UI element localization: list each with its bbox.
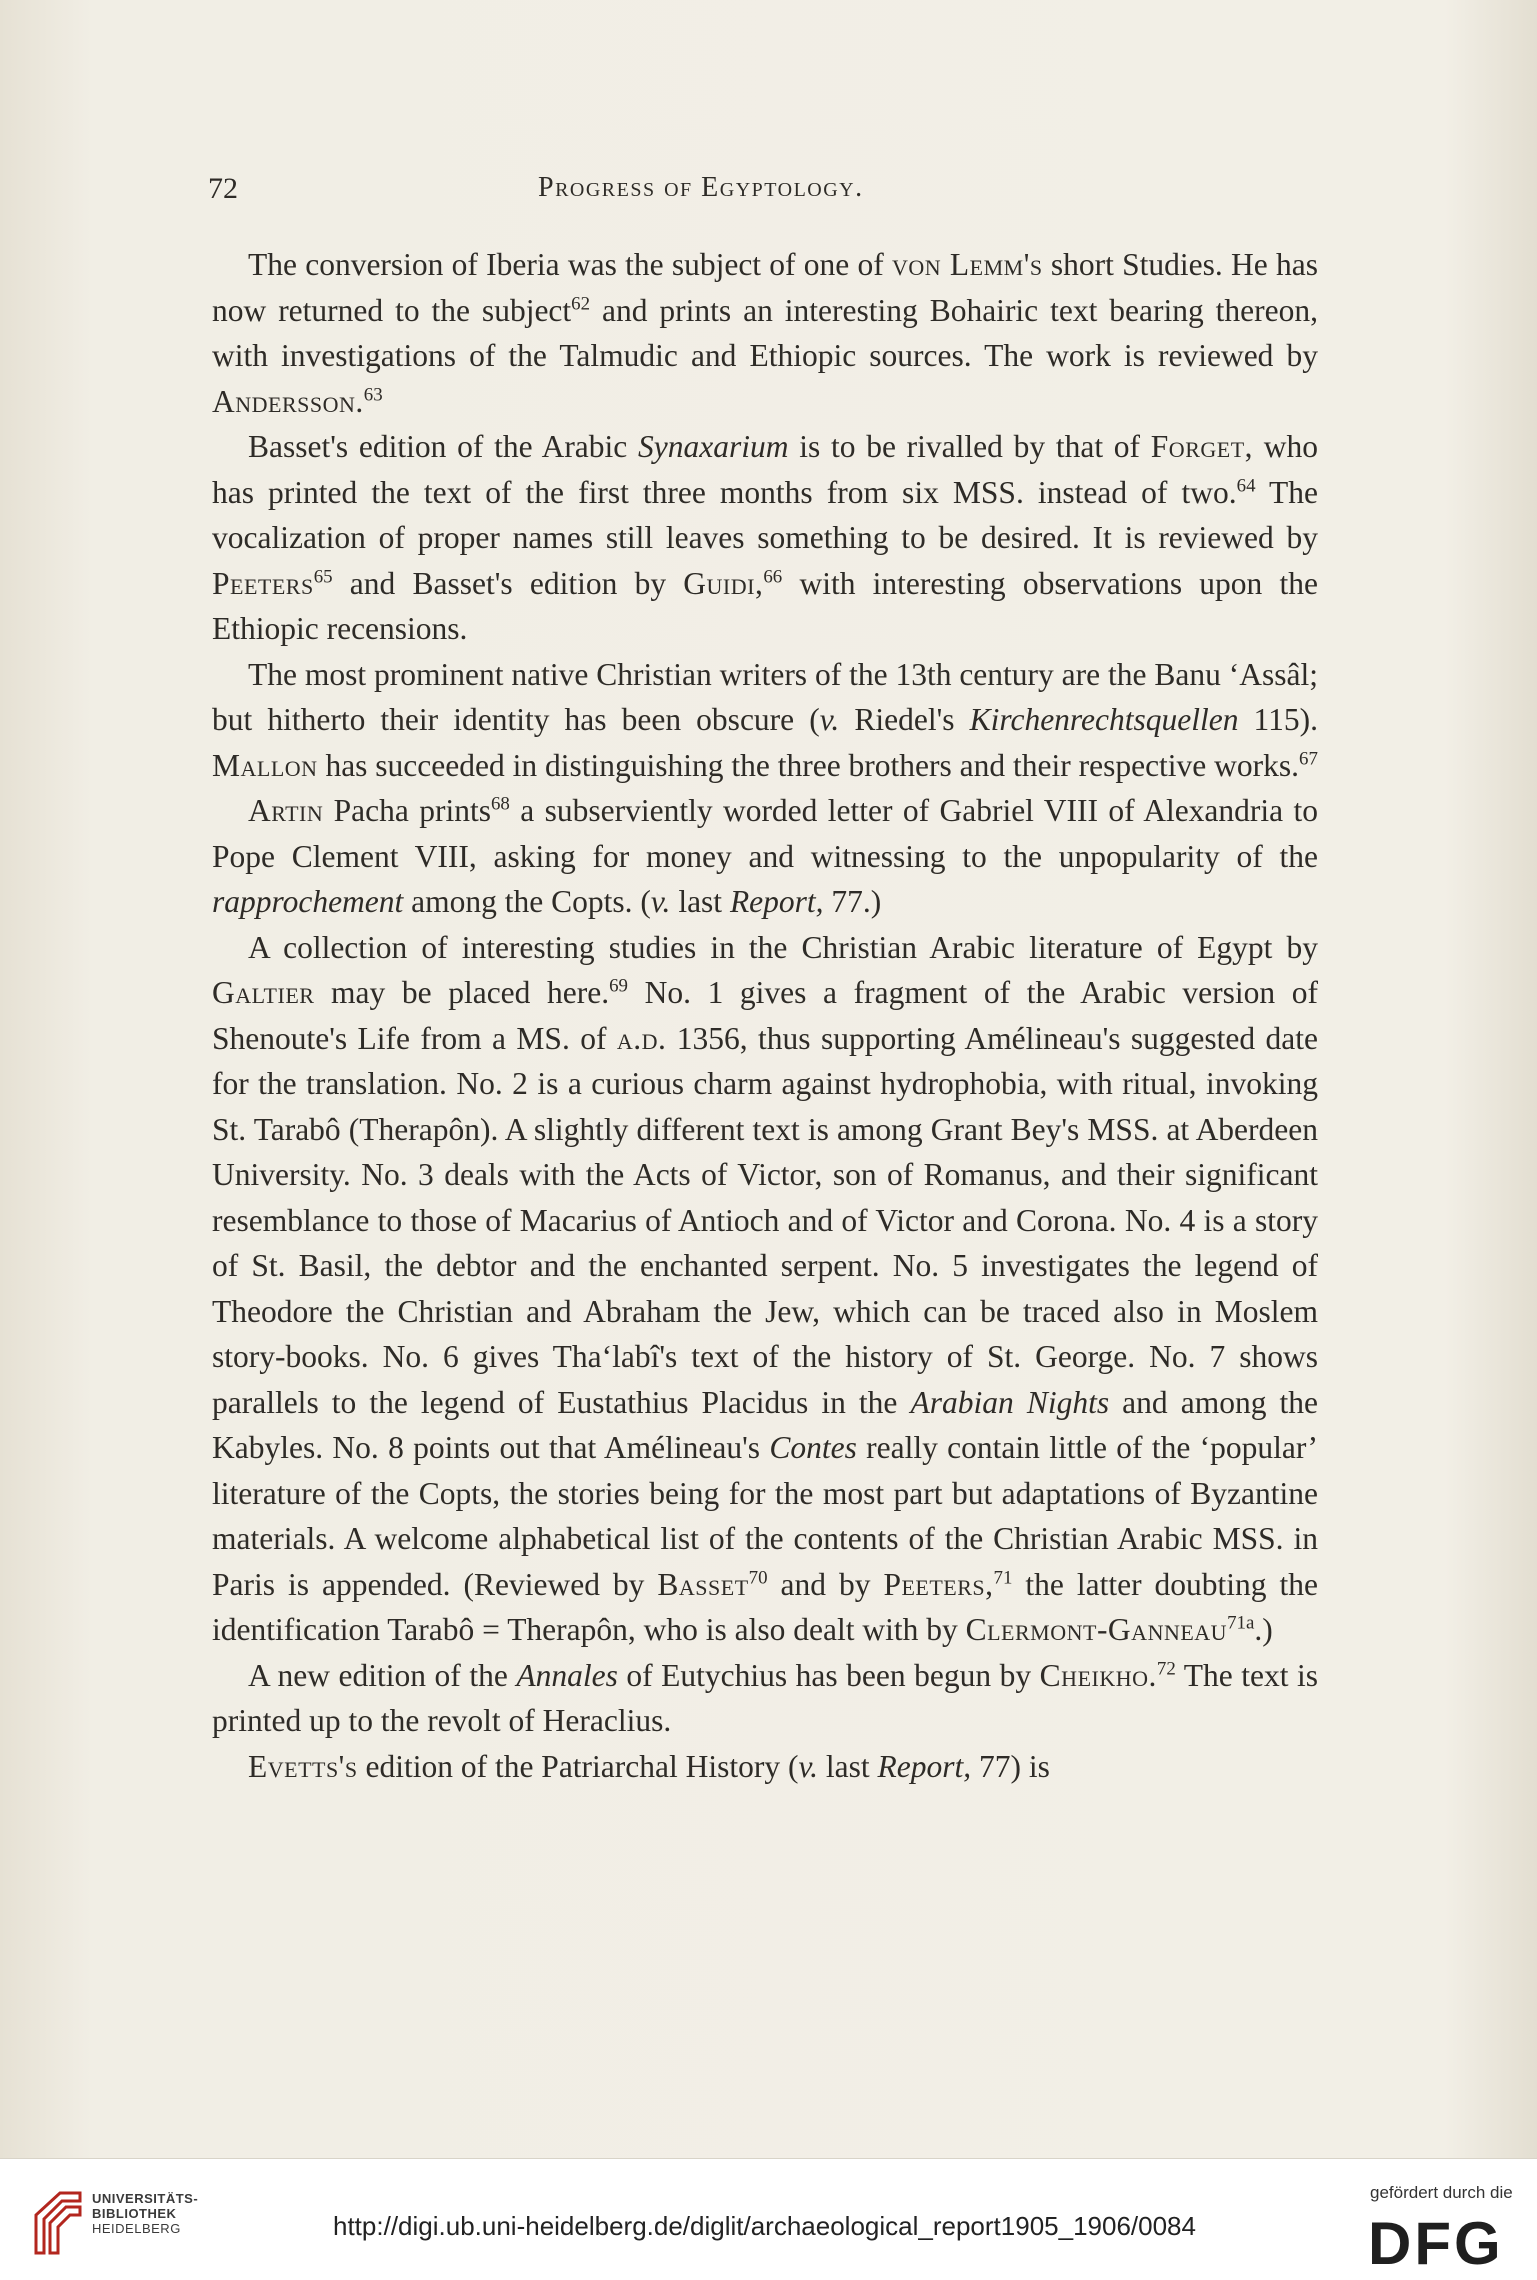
small-caps-name: Peeters bbox=[212, 565, 314, 601]
text-run: really contain little of the ‘popular’ literature of the Copts, the stories being for the most part but adaptations of Byzantine materials. A welcome alphabetical list of the contents of the Christian Arabic MSS. in Paris is appended. (Reviewed by bbox=[212, 1430, 1318, 1602]
text-run: The most prominent native Christian writers of the 13th century are the Banu ‘Assâl; but hitherto their identity has been obscure ( bbox=[212, 656, 1318, 737]
small-caps-name: Mallon bbox=[212, 747, 318, 783]
footnote-reference: 69 bbox=[609, 975, 628, 997]
italic-text: v. bbox=[819, 702, 840, 737]
running-title: Progress of Egyptology. bbox=[538, 172, 864, 203]
italic-text: v. bbox=[798, 1748, 819, 1784]
italic-text: Contes bbox=[769, 1430, 857, 1465]
text-run: edition of the Patriarchal History ( bbox=[357, 1748, 799, 1784]
small-caps-name: Basset bbox=[657, 1566, 749, 1602]
text-run: is to be rivalled by that of bbox=[788, 429, 1151, 464]
text-run: last bbox=[818, 1748, 878, 1784]
footnote-reference: 71 bbox=[993, 1567, 1013, 1588]
footer-bar bbox=[0, 2158, 1537, 2280]
small-caps-name: Guidi, bbox=[683, 565, 764, 601]
small-caps-name: Cheikho. bbox=[1039, 1657, 1157, 1693]
italic-text: rapprochement bbox=[212, 884, 404, 919]
paragraph bbox=[212, 1744, 1318, 1790]
text-run: of Eutychius has been begun by bbox=[617, 1657, 1040, 1693]
paragraph bbox=[212, 652, 1318, 789]
small-caps-name: Evetts's bbox=[248, 1748, 358, 1784]
footnote-reference: 68 bbox=[490, 793, 510, 815]
small-caps-name: a.d. bbox=[616, 1020, 667, 1056]
italic-text: Arabian Nights bbox=[910, 1384, 1110, 1420]
text-run: may be placed here. bbox=[314, 975, 610, 1010]
italic-text: Kirchenrechtsquellen bbox=[969, 702, 1239, 737]
text-run: has succeeded in distinguishing the three brothers and their respective works. bbox=[317, 747, 1300, 783]
paragraph bbox=[212, 925, 1318, 1653]
paragraph bbox=[212, 424, 1318, 652]
text-run: short Studies. He has now returned to the subject bbox=[212, 247, 1318, 328]
italic-text: Report, bbox=[729, 884, 824, 919]
footnote-reference: 70 bbox=[748, 1567, 768, 1588]
text-run: 77) is bbox=[971, 1748, 1050, 1784]
text-run: 77.) bbox=[823, 884, 882, 919]
footnote-reference: 72 bbox=[1156, 1658, 1176, 1679]
footnote-reference: 67 bbox=[1299, 748, 1318, 769]
text-run: 115). bbox=[1238, 702, 1318, 737]
small-caps-name: Andersson. bbox=[212, 383, 364, 419]
text-run: No. 1 gives a fragment of the Arabic version of Shenoute's Life from a MS. of bbox=[212, 975, 1318, 1056]
text-run: Pacha prints bbox=[323, 793, 491, 828]
text-run: and among the Kabyles. No. 8 points out that Amélineau's bbox=[212, 1384, 1318, 1465]
funding-note: gefördert durch die bbox=[1370, 2183, 1513, 2202]
text-run: Riedel's bbox=[839, 702, 970, 737]
text-run: The conversion of Iberia was the subject of one of bbox=[248, 247, 893, 282]
footnote-reference: 64 bbox=[1236, 475, 1256, 496]
source-url-link[interactable]: http://digi.ub.uni-heidelberg.de/diglit/archaeological_report1905_1906/0084 bbox=[333, 2211, 1196, 2241]
text-run: the latter doubting the identification Tarabô = Therapôn, who is also dealt with by bbox=[212, 1566, 1318, 1647]
paragraph bbox=[212, 788, 1318, 925]
paragraph bbox=[212, 1653, 1318, 1744]
text-run: who has printed the text of the first three months from six MSS. instead of two. bbox=[212, 429, 1318, 510]
text-run: among the Copts. ( bbox=[403, 884, 651, 919]
text-run: and Basset's edition by bbox=[332, 565, 684, 601]
text-run: and by bbox=[767, 1566, 884, 1602]
body-text bbox=[212, 242, 1318, 1789]
library-logo-icon bbox=[30, 2187, 86, 2259]
text-run: The text is printed up to the revolt of Heraclius. bbox=[212, 1657, 1318, 1738]
small-caps-name: Galtier bbox=[212, 975, 315, 1010]
text-run: A collection of interesting studies in the Christian Arabic literature of Egypt by bbox=[248, 929, 1318, 965]
dfg-logo: DFG bbox=[1368, 2210, 1504, 2277]
text-run: .) bbox=[1254, 1612, 1273, 1647]
text-run: with interesting observations upon the Ethiopic recensions. bbox=[212, 565, 1318, 646]
italic-text: v. bbox=[650, 884, 671, 919]
small-caps-name: Forget, bbox=[1150, 429, 1254, 464]
page-number: 72 bbox=[208, 172, 238, 205]
small-caps-name: Peeters, bbox=[883, 1566, 994, 1602]
library-name: UNIVERSITÄTS- BIBLIOTHEK HEIDELBERG bbox=[92, 2191, 199, 2236]
small-caps-name: Artin bbox=[248, 793, 324, 828]
paragraph bbox=[212, 242, 1318, 424]
text-run: 1356, thus supporting Amélineau's suggested date for the translation. No. 2 is a curious charm against hydrophobia, with ritual, invoking St. Tarabô (Therapôn). A slightly different text is among Grant Bey's MSS. at Aberdeen University. No. 3 deals with the Acts of Victor, son of Romanus, and their significant resemblance to those of Macarius of Antioch and of Victor and Corona. No. 4 is a story of St. Basil, the debtor and the enchanted serpent. No. 5 investigates the legend of Theodore the Christian and Abraham the Jew, which can be traced also in Moslem story-books. No. 6 gives Tha‘labî's text of the history of St. George. No. 7 shows parallels to the legend of Eustathius Placidus in the bbox=[212, 1020, 1318, 1420]
italic-text: Synaxarium bbox=[638, 429, 789, 464]
text-run: Basset's edition of the Arabic bbox=[248, 429, 639, 464]
italic-text: Report, bbox=[877, 1748, 972, 1784]
text-run: A new edition of the bbox=[248, 1657, 517, 1693]
small-caps-name: von Lemm's bbox=[892, 247, 1043, 282]
text-run: and prints an interesting Bohairic text bearing thereon, with investigations of the Talmudic and Ethiopic sources. The work is reviewed by bbox=[212, 292, 1318, 373]
text-run: The vocalization of proper names still leaves something to be desired. It is reviewed by bbox=[212, 474, 1318, 555]
footnote-reference: 66 bbox=[763, 566, 783, 587]
footnote-reference: 62 bbox=[571, 293, 591, 314]
footnote-reference: 71a bbox=[1227, 1612, 1255, 1634]
text-run: a subserviently worded letter of Gabriel VIII of Alexandria to Pope Clement VIII, asking for money and witnessing to the unpopularity of the bbox=[212, 793, 1318, 874]
page-header bbox=[208, 172, 1318, 212]
italic-text: Annales bbox=[516, 1657, 618, 1693]
footnote-reference: 65 bbox=[313, 566, 333, 587]
text-run: last bbox=[670, 884, 730, 919]
small-caps-name: Clermont-Ganneau bbox=[965, 1612, 1228, 1647]
footnote-reference: 63 bbox=[363, 384, 383, 405]
